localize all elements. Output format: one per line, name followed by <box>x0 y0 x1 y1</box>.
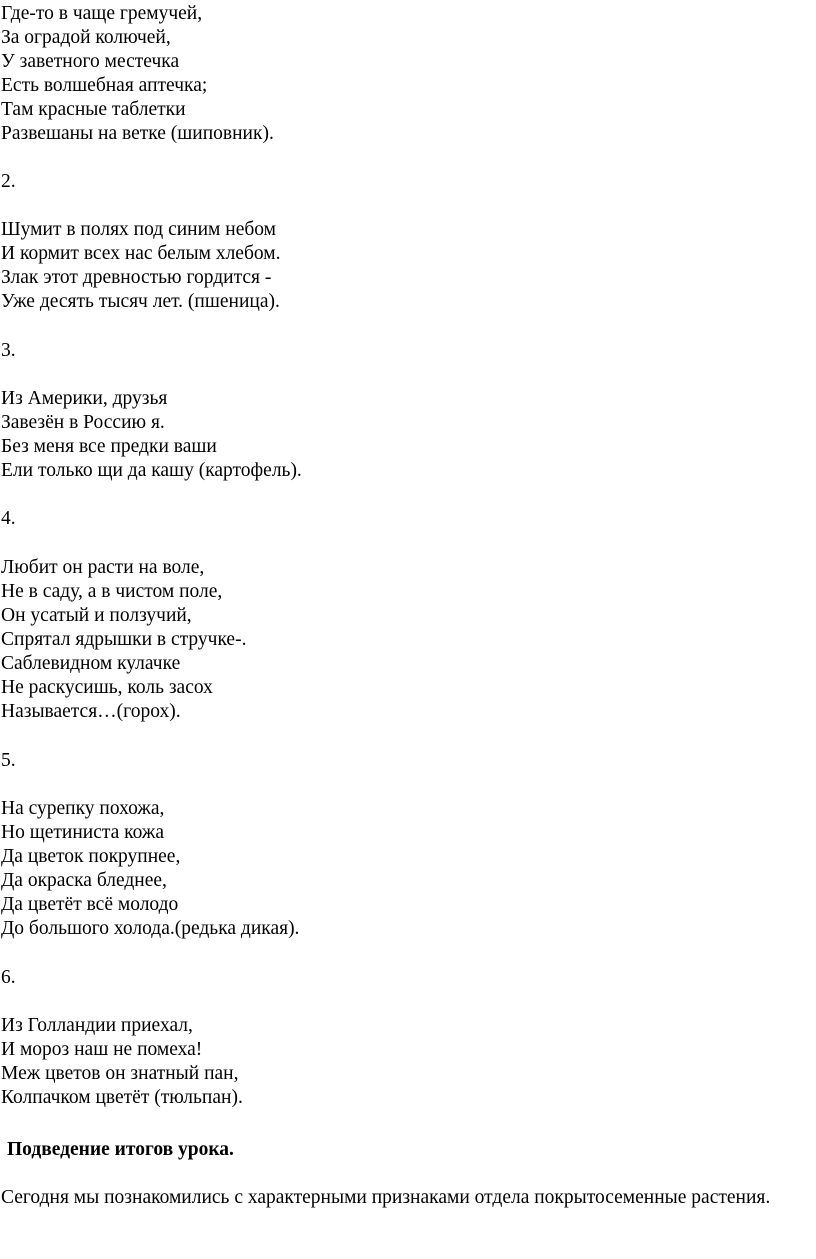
riddle-5-line-1: На сурепку похожа, <box>1 798 165 819</box>
riddle-6-number: 6. <box>1 967 16 988</box>
riddle-6-line-2: И мороз наш не помеха! <box>1 1039 203 1060</box>
riddle-4-line-1: Любит он расти на воле, <box>1 557 205 578</box>
riddle-3-number: 3. <box>1 340 16 361</box>
riddle-1-line-6: Развешаны на ветке (шиповник). <box>1 123 274 144</box>
riddle-2-line-4: Уже десять тысяч лет. (пшеница). <box>1 291 280 312</box>
riddle-5-number: 5. <box>1 750 16 771</box>
riddle-5-line-2: Но щетиниста кожа <box>1 822 165 843</box>
riddle-4-line-6: Не раскусишь, коль засох <box>1 677 213 698</box>
riddle-2-line-2: И кормит всех нас белым хлебом. <box>1 243 281 264</box>
riddle-1-line-2: За оградой колючей, <box>1 27 171 48</box>
riddle-5-line-5: Да цветёт всё молодо <box>1 894 179 915</box>
riddle-4-line-3: Он усатый и ползучий, <box>1 605 192 626</box>
riddle-4-number: 4. <box>1 508 16 529</box>
riddle-5-line-6: До большого холода.(редька дикая). <box>1 918 300 939</box>
riddle-6-line-3: Меж цветов он знатный пан, <box>1 1063 239 1084</box>
riddle-2-line-3: Злак этот древностью гордится - <box>1 267 272 288</box>
riddle-4-line-4: Спрятал ядрышки в стручке-. <box>1 629 247 650</box>
riddle-3-line-1: Из Америки, друзья <box>1 388 168 409</box>
riddle-1-line-3: У заветного местечка <box>1 51 180 72</box>
riddle-3-line-3: Без меня все предки ваши <box>1 436 217 457</box>
summary-heading: Подведение итогов урока. <box>7 1139 234 1160</box>
riddle-1-line-1: Где-то в чаще гремучей, <box>1 3 203 24</box>
riddle-2-line-1: Шумит в полях под синим небом <box>1 219 276 240</box>
riddle-5-line-3: Да цветок покрупнее, <box>1 846 181 867</box>
summary-text: Сегодня мы познакомились с характерными признаками отдела покрытосеменные растения. <box>1 1187 771 1208</box>
riddle-1-line-4: Есть волшебная аптечка; <box>1 75 208 96</box>
riddle-4-line-7: Называется…(горох). <box>1 701 181 722</box>
riddle-1-line-5: Там красные таблетки <box>1 99 186 120</box>
riddle-2-number: 2. <box>1 171 16 192</box>
riddle-3-line-2: Завезён в Россию я. <box>1 412 165 433</box>
riddle-6-line-4: Колпачком цветёт (тюльпан). <box>1 1087 243 1108</box>
riddle-5-line-4: Да окраска бледнее, <box>1 870 167 891</box>
riddle-3-line-4: Ели только щи да кашу (картофель). <box>1 460 302 481</box>
riddle-6-line-1: Из Голландии приехал, <box>1 1015 193 1036</box>
riddle-4-line-5: Саблевидном кулачке <box>1 653 181 674</box>
riddle-4-line-2: Не в саду, а в чистом поле, <box>1 581 223 602</box>
